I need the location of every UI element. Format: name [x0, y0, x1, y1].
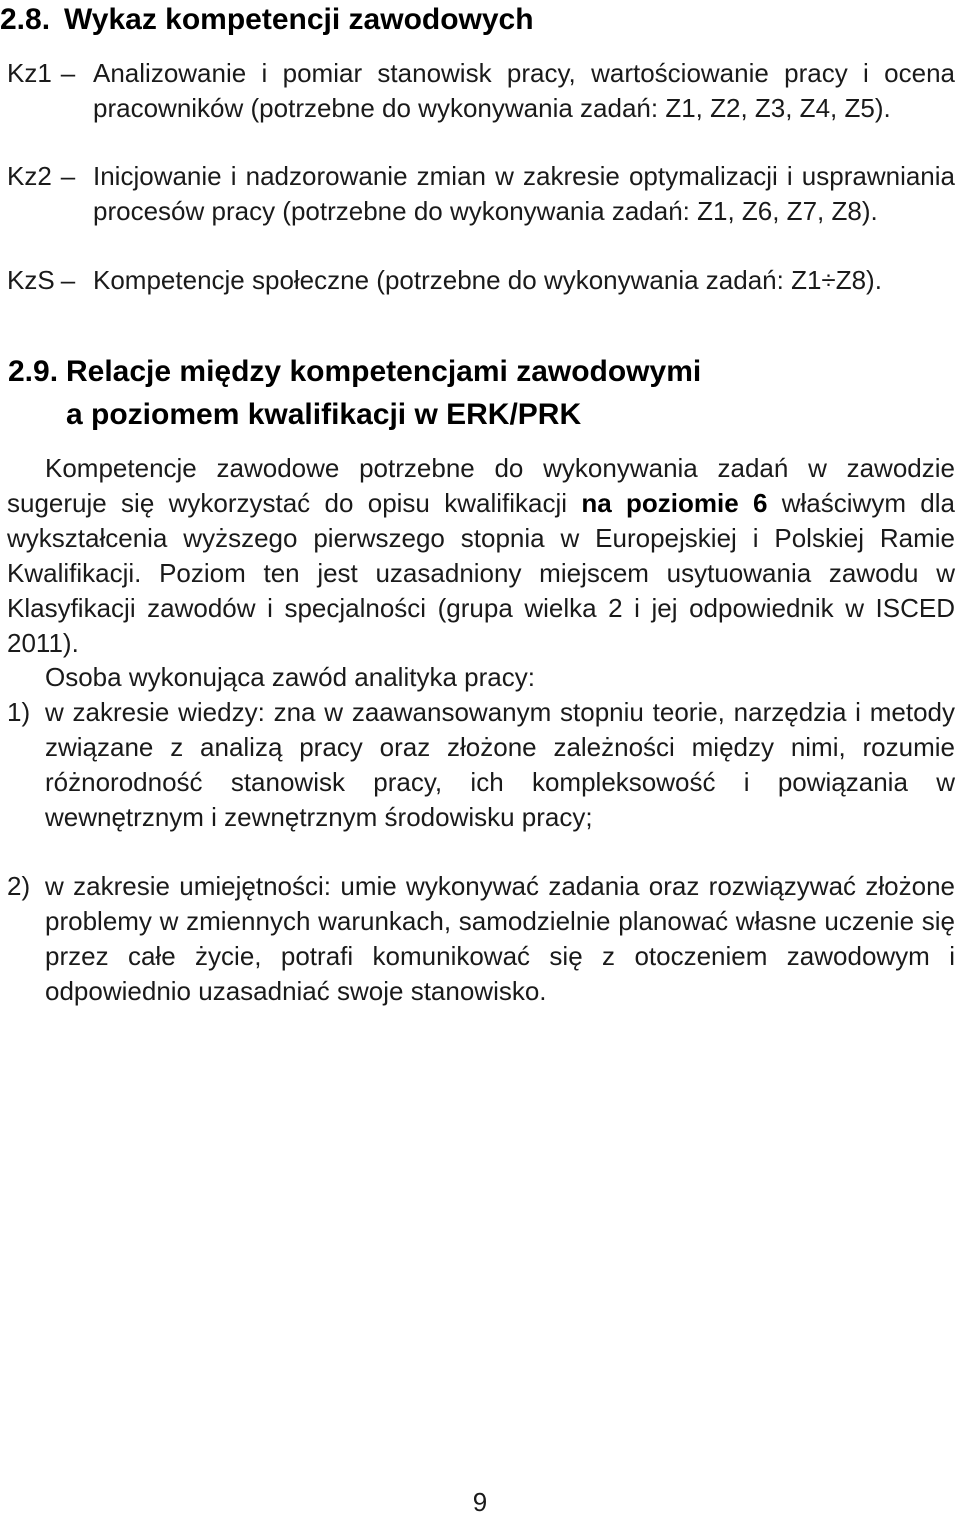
competency-text: Inicjowanie i nadzorowanie zmian w zakresie optymalizacji i usprawniania procesów pracy (potrzebne do wykonywania zadań: Z1, Z6, Z7, Z8).	[93, 161, 955, 226]
competency-code: Kz2	[7, 161, 52, 191]
competency-text: Analizowanie i pomiar stanowisk pracy, wartościowanie pracy i ocena pracowników (potrzebne do wykonywania zadań: Z1, Z2, Z3, Z4, Z5).	[93, 58, 955, 123]
section-number: 2.8.	[0, 3, 51, 36]
list-item	[7, 695, 955, 835]
competency-code: KzS	[7, 265, 55, 295]
section-heading-2-8	[0, 0, 534, 40]
competency-item-kz1	[7, 56, 955, 125]
section-title: Wykaz kompetencji zawodowych	[64, 3, 534, 36]
competency-item-kz2	[7, 159, 955, 228]
section-number: 2.9.	[8, 355, 59, 388]
competency-dash: –	[60, 161, 76, 191]
list-item-text: w zakresie wiedzy: zna w zaawansowanym stopniu teorie, narzędzia i metody związane z analizą pracy oraz złożone zależności między nimi, rozumie różnorodność stanowisk pracy, ich kompleksowość i powiązania w wewnętrznym i zewnętrznym środowisku pracy;	[45, 697, 955, 832]
list-marker: 1)	[7, 697, 31, 727]
list-item	[7, 869, 955, 1009]
section-title-line2: a poziomem kwalifikacji w ERK/PRK	[66, 398, 582, 431]
competency-dash: –	[60, 58, 76, 88]
paragraph-osoba: Osoba wykonująca zawód analityka pracy:	[45, 662, 535, 692]
competency-text: Kompetencje społeczne (potrzebne do wykonywania zadań: Z1÷Z8).	[93, 265, 882, 295]
paragraph-text: właściwym dla wykształcenia wyższego pierwszego stopnia w Europejskiej i Polskiej Ramie Kwalifikacji. Poziom ten jest uzasadniony miejscem usytuowania zawodu w Klasyfikacji zawodów i specjalności (grupa wielka 2 i jej odpowiednik w ISCED 2011).	[7, 488, 955, 658]
section-heading-2-9	[8, 352, 701, 435]
competency-item-kzs	[7, 263, 955, 298]
list-item-text: w zakresie umiejętności: umie wykonywać zadania oraz rozwiązywać złożone problemy w zmiennych warunkach, samodzielnie planować własne uczenie się przez całe życie, potrafi komunikować się z otoczeniem zawodowym i odpowiednio uzasadniać swoje stanowisko.	[45, 871, 955, 1006]
page-number: 9	[472, 1487, 488, 1517]
paragraph-text: Kompetencje zawodowe potrzebne do wykonywania zadań w zawodzie sugeruje się wykorzystać do opisu kwalifikacji	[7, 453, 955, 518]
list-marker: 2)	[7, 871, 31, 901]
competency-code: Kz1	[7, 58, 52, 88]
section-title-line1: Relacje między kompetencjami zawodowymi	[66, 355, 702, 388]
competency-dash: –	[60, 265, 76, 295]
paragraph-kwalifikacje	[7, 451, 955, 661]
paragraph-bold-text: na poziomie 6	[581, 488, 768, 518]
